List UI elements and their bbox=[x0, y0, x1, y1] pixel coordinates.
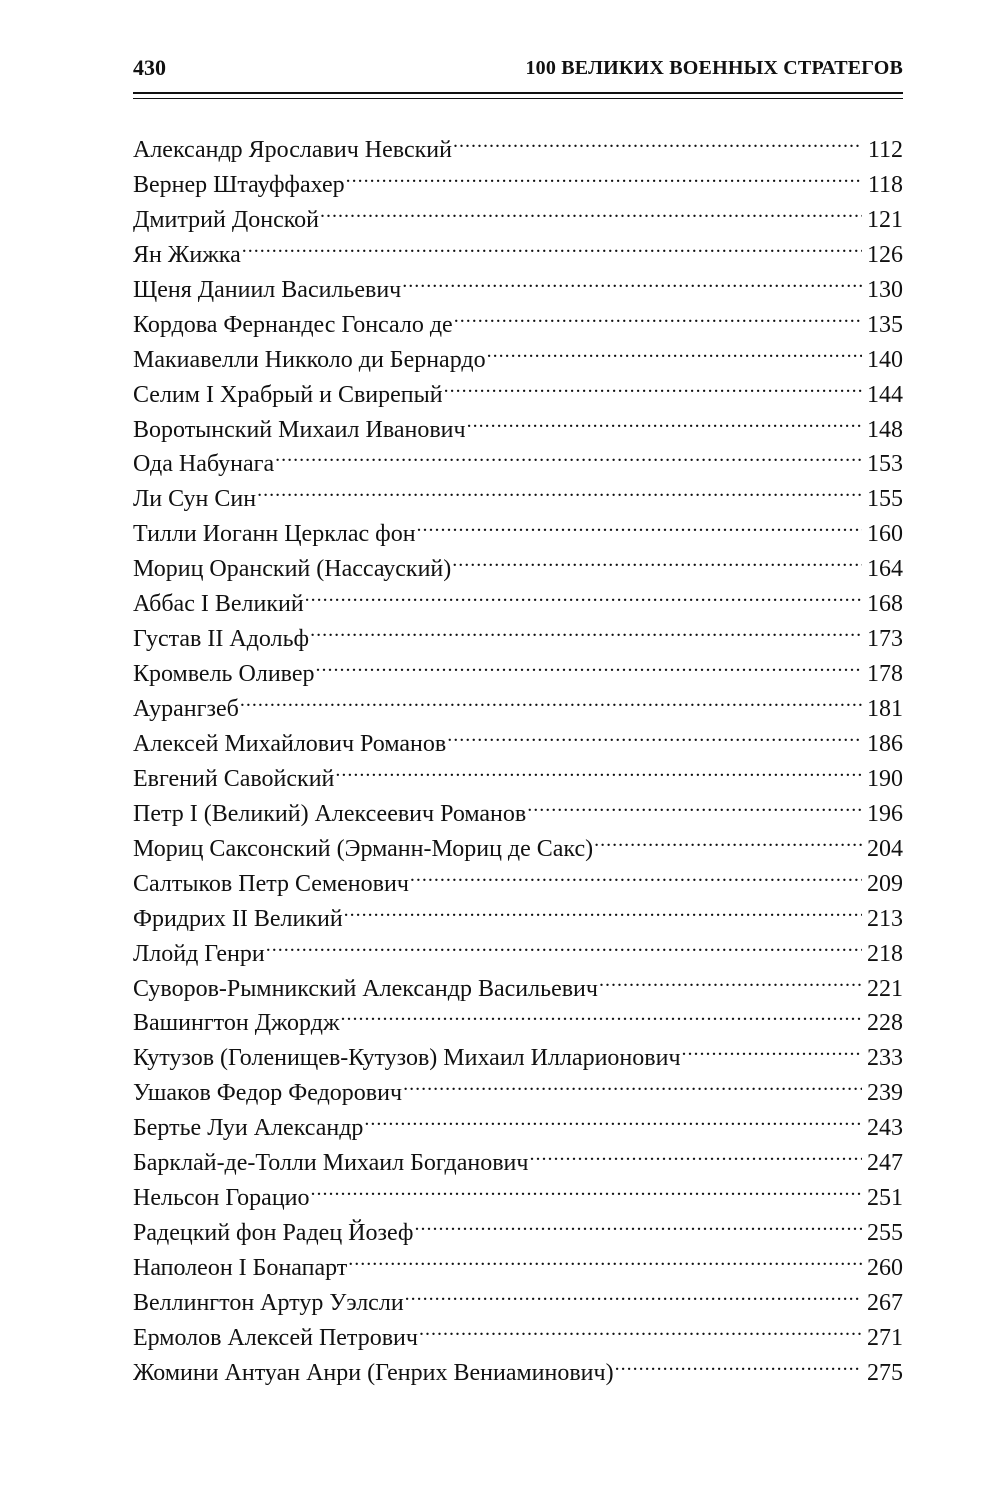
toc-entry bbox=[133, 682, 903, 722]
toc-entry-title: Дмитрий Донской bbox=[133, 206, 320, 233]
toc-dot-leader bbox=[305, 577, 862, 611]
toc-entry-title: Салтыков Петр Семенович bbox=[133, 870, 409, 897]
toc-entry-title: Веллингтон Артур Уэлсли bbox=[133, 1289, 404, 1316]
toc-entry-title: Макиавелли Никколо ди Бернардо bbox=[133, 346, 486, 373]
toc-entry-title: Ермолов Алексей Петрович bbox=[133, 1324, 418, 1351]
toc-entry-title: Кутузов (Голенищев-Кутузов) Михаил Илларионович bbox=[133, 1045, 681, 1072]
toc-entry-title: Суворов-Рымникский Александр Васильевич bbox=[133, 975, 598, 1002]
toc-entry-page-number: 144 bbox=[867, 381, 903, 408]
toc-entry-page-number: 228 bbox=[867, 1010, 903, 1037]
toc-dot-leader bbox=[682, 1031, 862, 1065]
toc-entry-title: Наполеон I Бонапарт bbox=[133, 1255, 348, 1281]
toc-dot-leader bbox=[275, 437, 862, 471]
header-rule-thick bbox=[133, 92, 903, 94]
toc-entry-title: Фридрих II Великий bbox=[133, 905, 343, 932]
toc-entry-page-number: 126 bbox=[867, 241, 903, 268]
toc-dot-leader bbox=[487, 333, 862, 367]
toc-entry-title: Аббас I Великий bbox=[133, 591, 304, 618]
toc-entry-page-number: 118 bbox=[867, 171, 903, 198]
toc-dot-leader bbox=[364, 1101, 862, 1135]
toc-dot-leader bbox=[594, 822, 862, 856]
toc-dot-leader bbox=[335, 752, 862, 786]
toc-entry-title: Радецкий фон Радец Йозеф bbox=[133, 1220, 414, 1247]
toc-entry-page-number: 243 bbox=[867, 1115, 903, 1142]
toc-entry-title: Нельсон Горацио bbox=[133, 1185, 310, 1212]
toc-dot-leader bbox=[402, 263, 862, 297]
toc-entry-title: Ллойд Генри bbox=[133, 940, 265, 967]
toc-dot-leader bbox=[452, 542, 862, 576]
toc-entry-page-number: 213 bbox=[867, 905, 903, 932]
toc-entry-title: Вернер Штауффахер bbox=[133, 171, 345, 198]
toc-entry-page-number: 135 bbox=[867, 311, 903, 338]
toc-entry-title: Воротынский Михаил Иванович bbox=[133, 416, 466, 443]
toc-entry-page-number: 153 bbox=[867, 451, 903, 478]
toc-entry-title: Ли Сун Син bbox=[133, 486, 257, 513]
header-rule-thin bbox=[133, 98, 903, 99]
toc-entry-page-number: 247 bbox=[867, 1150, 903, 1177]
toc-entry-page-number: 173 bbox=[867, 626, 903, 653]
toc-dot-leader bbox=[310, 612, 862, 646]
table-of-contents bbox=[133, 123, 903, 1386]
toc-entry-title: Мориц Оранский (Нассауский) bbox=[133, 556, 452, 583]
toc-entry-title: Александр Ярославич Невский bbox=[133, 137, 452, 163]
toc-entry-title: Петр I (Великий) Алексеевич Романов bbox=[133, 800, 527, 827]
toc-dot-leader bbox=[444, 368, 862, 402]
toc-entry-title: Ода Набунага bbox=[133, 451, 275, 478]
toc-dot-leader bbox=[454, 298, 862, 332]
toc-entry-page-number: 204 bbox=[867, 835, 903, 862]
toc-entry-page-number: 218 bbox=[867, 940, 903, 967]
toc-dot-leader bbox=[403, 1066, 862, 1100]
toc-dot-leader bbox=[447, 717, 862, 751]
toc-entry-title: Кромвель Оливер bbox=[133, 661, 315, 688]
toc-entry-page-number: 260 bbox=[867, 1255, 903, 1281]
toc-dot-leader bbox=[240, 682, 862, 716]
toc-entry-page-number: 267 bbox=[867, 1289, 903, 1316]
toc-entry-title: Жомини Антуан Анри (Генрих Вениаминович) bbox=[133, 1359, 614, 1386]
toc-entry-page-number: 160 bbox=[867, 521, 903, 548]
toc-entry-page-number: 239 bbox=[867, 1080, 903, 1107]
toc-dot-leader bbox=[348, 1241, 862, 1275]
toc-entry bbox=[133, 123, 903, 163]
toc-entry-title: Кордова Фернандес Гонсало де bbox=[133, 311, 453, 338]
toc-dot-leader bbox=[341, 996, 862, 1030]
toc-entry-page-number: 181 bbox=[867, 696, 903, 722]
toc-entry-page-number: 130 bbox=[867, 276, 903, 303]
toc-entry-page-number: 233 bbox=[867, 1045, 903, 1072]
toc-entry-page-number: 112 bbox=[867, 137, 903, 163]
toc-dot-leader bbox=[419, 1311, 862, 1345]
toc-dot-leader bbox=[453, 123, 862, 157]
toc-entry-page-number: 196 bbox=[867, 800, 903, 827]
toc-dot-leader bbox=[527, 787, 862, 821]
toc-entry-page-number: 155 bbox=[867, 486, 903, 513]
toc-entry-page-number: 255 bbox=[867, 1220, 903, 1247]
toc-entry-page-number: 168 bbox=[867, 591, 903, 618]
toc-entry-title: Аурангзеб bbox=[133, 696, 239, 722]
toc-dot-leader bbox=[320, 193, 862, 227]
toc-dot-leader bbox=[467, 403, 862, 437]
toc-dot-leader bbox=[316, 647, 863, 681]
toc-dot-leader bbox=[266, 927, 862, 961]
toc-dot-leader bbox=[257, 472, 862, 506]
toc-entry-page-number: 271 bbox=[867, 1324, 903, 1351]
toc-dot-leader bbox=[417, 507, 862, 541]
toc-entry-page-number: 148 bbox=[867, 416, 903, 443]
toc-dot-leader bbox=[599, 962, 862, 996]
toc-entry bbox=[133, 228, 903, 268]
toc-dot-leader bbox=[311, 1171, 862, 1205]
toc-dot-leader bbox=[410, 857, 862, 891]
toc-entry-page-number: 164 bbox=[867, 556, 903, 583]
toc-dot-leader bbox=[344, 892, 862, 926]
toc-entry-page-number: 178 bbox=[867, 661, 903, 688]
toc-entry-page-number: 186 bbox=[867, 730, 903, 757]
toc-entry-page-number: 251 bbox=[867, 1185, 903, 1212]
page-header bbox=[133, 54, 903, 88]
toc-entry-page-number: 209 bbox=[867, 870, 903, 897]
toc-entry-page-number: 121 bbox=[867, 206, 903, 233]
toc-entry-title: Евгений Савойский bbox=[133, 765, 335, 792]
toc-entry bbox=[133, 263, 903, 303]
toc-entry-title: Тилли Иоганн Церклас фон bbox=[133, 521, 416, 548]
toc-entry-title: Барклай-де-Толли Михаил Богданович bbox=[133, 1150, 529, 1177]
toc-entry-title: Селим I Храбрый и Свирепый bbox=[133, 381, 443, 408]
toc-entry-title: Бертье Луи Александр bbox=[133, 1115, 364, 1142]
toc-entry bbox=[133, 717, 903, 757]
toc-entry-title: Густав II Адольф bbox=[133, 626, 310, 653]
toc-dot-leader bbox=[414, 1206, 862, 1240]
toc-dot-leader bbox=[242, 228, 862, 262]
toc-entry-page-number: 190 bbox=[867, 765, 903, 792]
toc-entry-title: Щеня Даниил Васильевич bbox=[133, 276, 402, 303]
toc-dot-leader bbox=[405, 1276, 862, 1310]
toc-dot-leader bbox=[615, 1346, 862, 1380]
toc-dot-leader bbox=[346, 158, 862, 192]
toc-entry-title: Алексей Михайлович Романов bbox=[133, 730, 447, 757]
page-number: 430 bbox=[133, 55, 166, 80]
running-title: 100 ВЕЛИКИХ ВОЕННЫХ СТРАТЕГОВ bbox=[525, 57, 903, 79]
toc-entry-page-number: 275 bbox=[867, 1359, 903, 1386]
toc-entry-page-number: 140 bbox=[867, 346, 903, 373]
toc-entry-title: Ян Жижка bbox=[133, 241, 241, 268]
toc-entry-title: Ушаков Федор Федорович bbox=[133, 1080, 403, 1107]
toc-dot-leader bbox=[529, 1136, 862, 1170]
toc-entry-page-number: 221 bbox=[867, 975, 903, 1002]
toc-entry-title: Мориц Саксонский (Эрманн-Мориц де Сакс) bbox=[133, 835, 594, 862]
toc-entry-title: Вашингтон Джордж bbox=[133, 1010, 340, 1037]
